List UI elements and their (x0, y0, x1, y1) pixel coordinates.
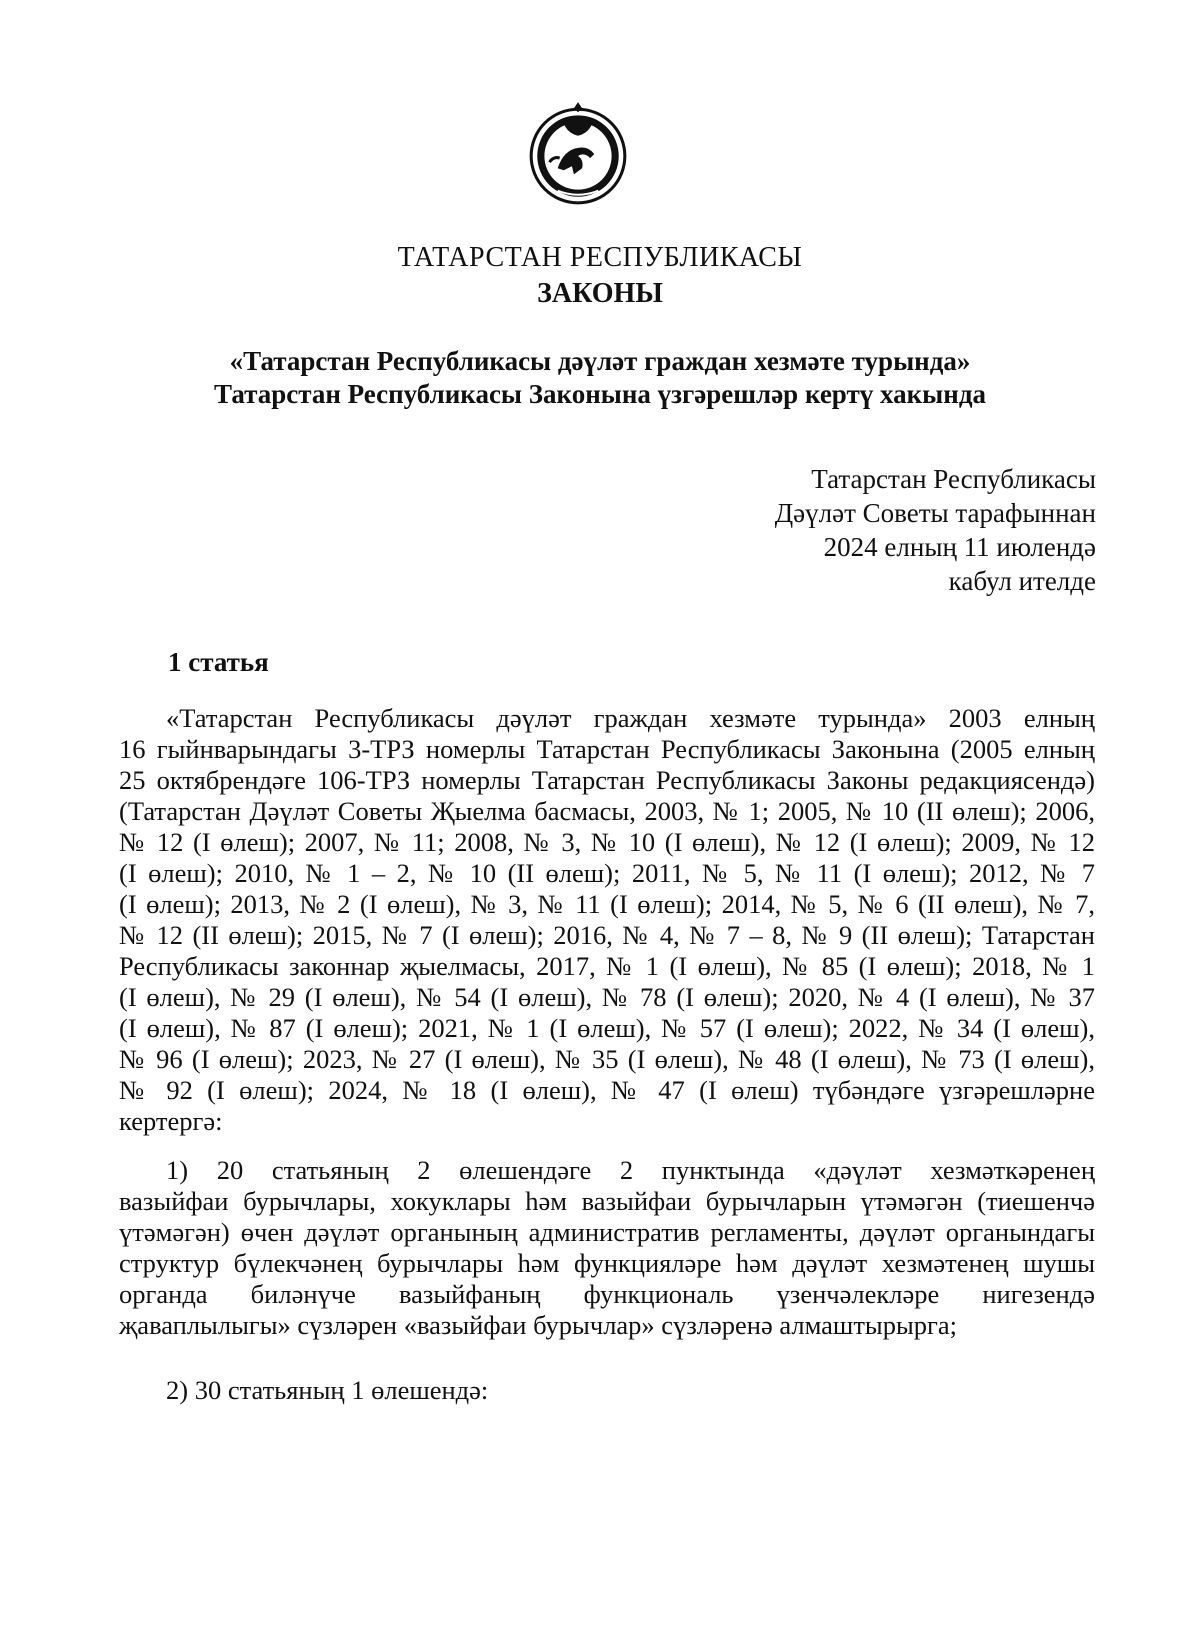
law-title-line-2: Татарстан Республикасы Законына үзгәрешләр кертү хакында (214, 379, 986, 409)
paragraph-line: үтәмәгән) өчен дәүләт органының административ регламенты, дәүләт органындагы (119, 1217, 1095, 1247)
tatarstan-emblem-icon (527, 97, 629, 209)
paragraph-line: «Татарстан Республикасы дәүләт граждан хезмәте турында» 2003 елның (166, 703, 1095, 733)
paragraph-line: 16 гыйнварындагы 3-ТРЗ номерлы Татарстан Республикасы Законына (2005 елның (119, 734, 1095, 764)
article-item-1 (119, 1155, 1095, 1341)
paragraph-line: (I өлеш), № 87 (I өлеш); 2021, № 1 (I өлеш), № 57 (I өлеш); 2022, № 34 (I өлеш), (119, 1013, 1095, 1043)
paragraph-line: № 92 (I өлеш); 2024, № 18 (I өлеш), № 47 (I өлеш) түбәндәге үзгәрешләрне (119, 1075, 1095, 1105)
paragraph-line: (I өлеш), № 29 (I өлеш), № 54 (I өлеш), № 78 (I өлеш); 2020, № 4 (I өлеш), № 37 (119, 982, 1095, 1012)
adoption-line: 2024 елның 11 июлендә (823, 532, 1096, 562)
paragraph-line: № 12 (II өлеш); 2015, № 7 (I өлеш); 2016, № 4, № 7 – 8, № 9 (II өлеш); Татарстан (119, 920, 1095, 950)
paragraph-line: 1) 20 статьяның 2 өлешендәге 2 пунктында «дәүләт хезмәткәренең (166, 1155, 1095, 1185)
paragraph-line: (I өлеш); 2013, № 2 (I өлеш), № 3, № 11 (I өлеш); 2014, № 5, № 6 (II өлеш), № 7, (119, 889, 1095, 919)
paragraph-line: 25 октябрендәге 106-ТРЗ номерлы Татарстан Республикасы Законы редакциясендә) (119, 765, 1095, 795)
article-item-2 (119, 1375, 1095, 1406)
paragraph-line: № 12 (I өлеш); 2007, № 11; 2008, № 3, № 10 (I өлеш), № 12 (I өлеш); 2009, № 12 (119, 827, 1095, 857)
paragraph-line: органда биләнүче вазыйфаның функциональ үзенчәлекләре нигезендә (119, 1279, 1095, 1309)
law-heading: ЗАКОНЫ (537, 278, 663, 309)
adoption-line: кабул ителде (948, 566, 1096, 596)
paragraph-line: вазыйфаи бурычлары, хокуклары һәм вазыйфаи бурычларын үтәмәгән (тиешенчә (119, 1186, 1095, 1216)
paragraph-line: җаваплылыгы» сүзләрен «вазыйфаи бурычлар» сүзләренә алмаштырырга; (119, 1310, 958, 1340)
paragraph-line: 2) 30 статьяның 1 өлешендә: (166, 1375, 489, 1405)
law-title-line-1: «Татарстан Республикасы дәүләт граждан хезмәте турында» (229, 346, 971, 376)
paragraph-line: (Татарстан Дәүләт Советы Җыелма басмасы, 2003, № 1; 2005, № 10 (II өлеш); 2006, (119, 796, 1095, 826)
article-intro-paragraph (119, 703, 1095, 1137)
adoption-line: Дәүләт Советы тарафыннан (774, 498, 1096, 528)
paragraph-line: № 96 (I өлеш); 2023, № 27 (I өлеш), № 35 (I өлеш), № 48 (I өлеш), № 73 (I өлеш), (119, 1044, 1095, 1074)
adoption-block (775, 462, 1096, 598)
paragraph-line: кертергә: (119, 1106, 223, 1136)
paragraph-line: Республикасы законнар җыелмасы, 2017, № 1 (I өлеш), № 85 (I өлеш); 2018, № 1 (119, 951, 1095, 981)
paragraph-line: (I өлеш); 2010, № 1 – 2, № 10 (II өлеш); 2011, № 5, № 11 (I өлеш); 2012, № 7 (119, 858, 1095, 888)
article-heading: 1 статья (168, 647, 269, 677)
republic-heading: ТАТАРСТАН РЕСПУБЛИКАСЫ (397, 242, 803, 273)
adoption-line: Татарстан Республикасы (811, 464, 1096, 494)
paragraph-line: структур бүлекчәнең бурычлары һәм функцияләре һәм дәүләт хезмәтенең шушы (119, 1248, 1095, 1278)
